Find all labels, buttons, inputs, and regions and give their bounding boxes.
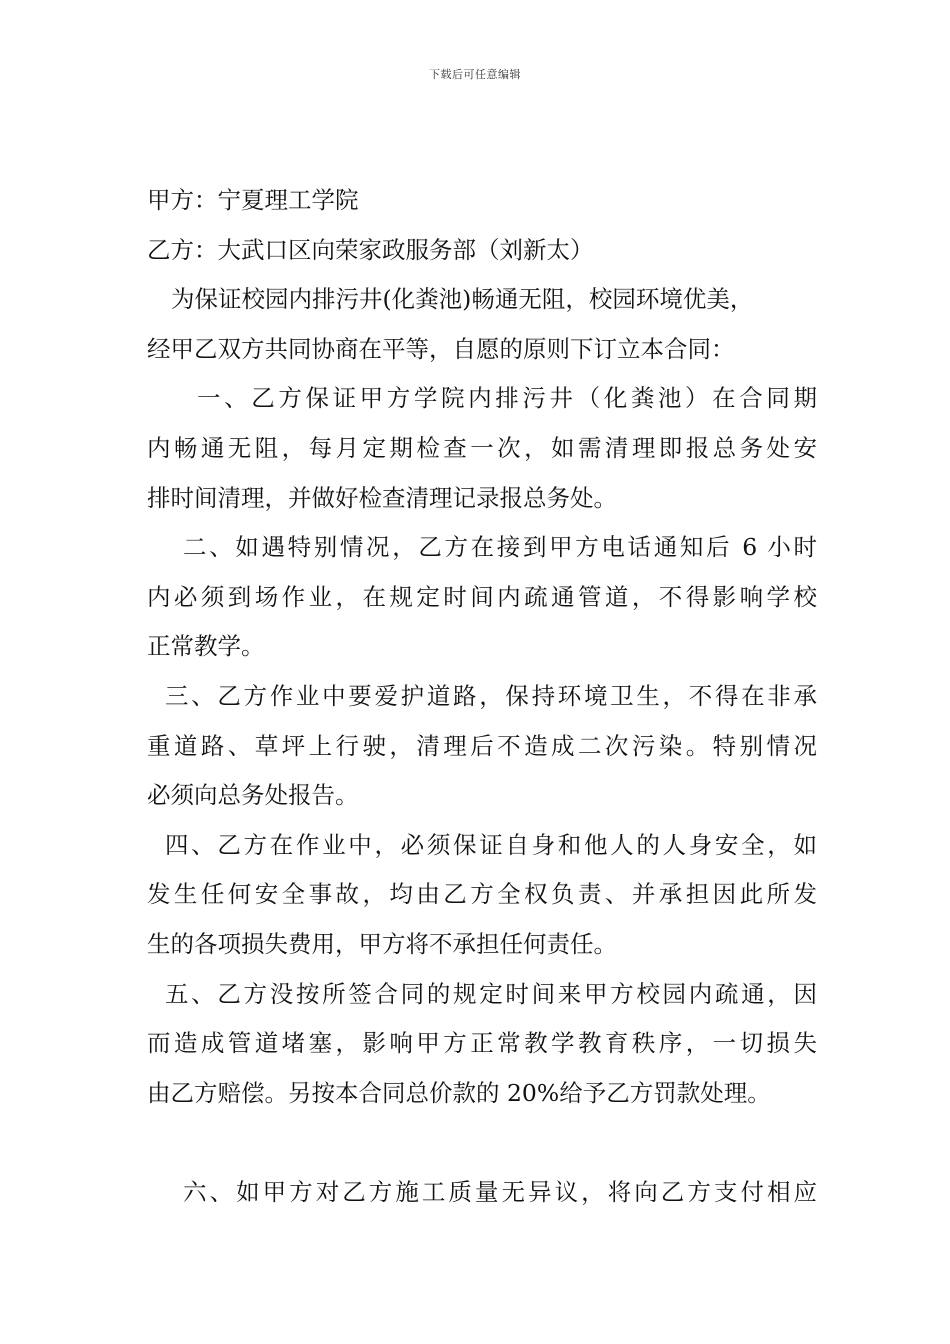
- paragraph-line: 三、乙方作业中要爱护道路，保持环境卫生，不得在非承: [165, 681, 817, 710]
- paragraph-gap: [147, 1118, 817, 1168]
- paragraph-line: 重道路、草坪上行驶，清理后不造成二次污染。特别情况: [147, 731, 817, 760]
- paragraph-line: 为保证校园内排污井(化粪池)畅通无阻，校园环境优美，: [171, 285, 754, 314]
- paragraph-line: 内必须到场作业，在规定时间内疏通管道，不得影响学校: [147, 582, 817, 611]
- paragraph-line: 生的各项损失费用，甲方将不承担任何责任。: [147, 929, 617, 958]
- paragraph-line: 内畅通无阻，每月定期检查一次，如需清理即报总务处安: [147, 433, 817, 462]
- paragraph-line: 必须向总务处报告。: [147, 781, 359, 810]
- paragraph-line: 发生任何安全事故，均由乙方全权负责、并承担因此所发: [147, 880, 817, 909]
- intro-paragraph: [147, 275, 817, 374]
- paragraph-line: 而造成管道堵塞，影响甲方正常教学教育秩序，一切损失: [147, 1029, 817, 1058]
- paragraph-line: 经甲乙双方共同协商在平等，自愿的原则下订立本合同：: [147, 334, 735, 363]
- paragraph-line: 正常教学。: [147, 632, 265, 661]
- party-a-line: 甲方：宁夏理工学院: [147, 186, 359, 214]
- clause-3-paragraph: [147, 672, 817, 821]
- paragraph-line: 排时间清理，并做好检查清理记录报总务处。: [147, 483, 617, 512]
- clause-6-paragraph: [147, 1168, 817, 1218]
- clause-1-paragraph: [147, 374, 817, 523]
- clause-2-paragraph: [147, 523, 817, 672]
- paragraph-line: 六、如甲方对乙方施工质量无异议，将向乙方支付相应: [183, 1178, 817, 1207]
- paragraph-line: 一、乙方保证甲方学院内排污井（化粪池）在合同期: [197, 384, 817, 413]
- party-b-line: 乙方：大武口区向荣家政服务部（刘新太）: [147, 235, 594, 264]
- clause-4-paragraph: [147, 821, 817, 970]
- paragraph-line: 四、乙方在作业中，必须保证自身和他人的人身安全，如: [165, 830, 817, 859]
- paragraph-line: 五、乙方没按所签合同的规定时间来甲方校园内疏通，因: [165, 979, 817, 1008]
- header-note: 下载后可任意编辑: [429, 68, 521, 81]
- paragraph-line: 由乙方赔偿。另按本合同总价款的 20%给予乙方罚款处理。: [147, 1078, 771, 1107]
- paragraph-line: 二、如遇特别情况，乙方在接到甲方电话通知后 6 小时: [183, 533, 817, 562]
- contract-body: [147, 176, 817, 1218]
- clause-5-paragraph: [147, 970, 817, 1119]
